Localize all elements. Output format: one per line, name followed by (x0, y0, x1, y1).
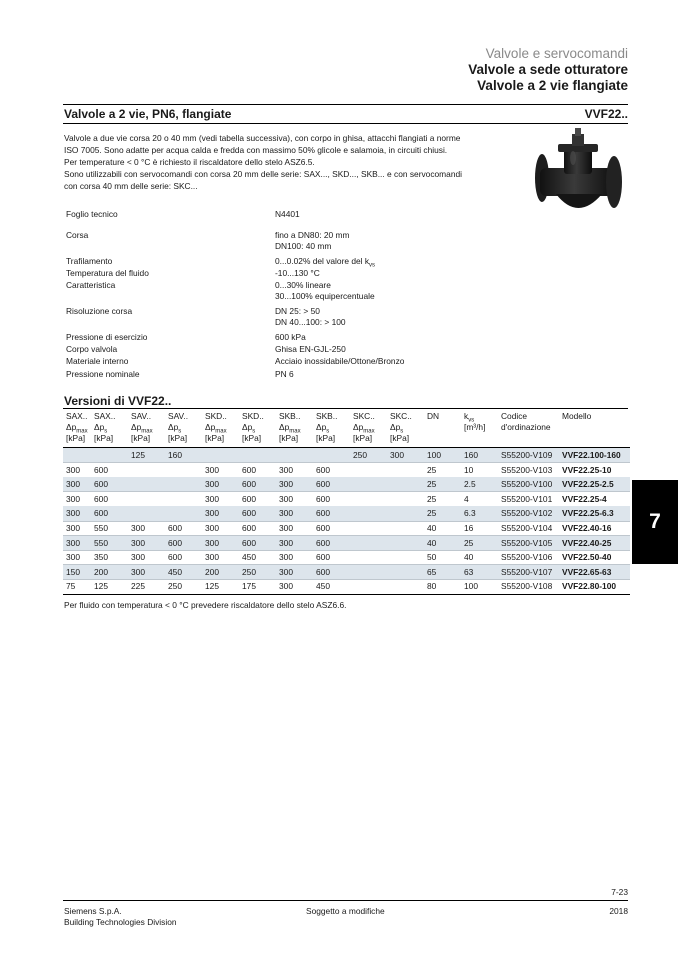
spec-label: Materiale interno (66, 356, 129, 366)
table-cell: 4 (464, 493, 469, 504)
header-subscript: max (363, 428, 375, 435)
model-cell: VVF22.25-4 (562, 493, 607, 504)
column-header: SKD.. (205, 411, 227, 421)
table-cell: 300 (205, 464, 219, 475)
table-cell: 300 (279, 581, 293, 592)
spec-value-text: 0...0.02% del valore del k (275, 256, 370, 266)
table-cell: 100 (427, 450, 441, 460)
order-code-cell: S55200-V108 (501, 581, 553, 592)
table-cell: 25 (427, 479, 437, 490)
table-cell: 300 (279, 537, 293, 548)
table-cell: 75 (66, 581, 76, 592)
spec-value: PN 6 (275, 369, 294, 379)
column-header: Modello (562, 411, 592, 421)
table-cell: 100 (464, 581, 478, 592)
header-subscript: s (104, 428, 108, 435)
table-cell: 2.5 (464, 479, 476, 490)
table-cell: 550 (94, 523, 108, 533)
table-cell: 300 (279, 552, 293, 563)
column-header: SKB.. (316, 411, 338, 421)
model-cell: VVF22.100-160 (562, 450, 621, 460)
table-cell: 65 (427, 566, 437, 577)
table-cell: 200 (94, 566, 108, 577)
table-cell: 600 (242, 479, 256, 490)
table-cell: 25 (464, 537, 474, 548)
table-cell: 600 (242, 523, 256, 533)
column-header-unit: [kPa] (168, 433, 188, 443)
header-subscript: max (215, 428, 227, 435)
table-cell: 16 (464, 523, 474, 533)
model-cell: VVF22.50-40 (562, 552, 612, 563)
header-subscript: s (178, 428, 182, 435)
intro-line: con corsa 40 mm delle serie: SKC... (64, 181, 198, 191)
table-cell: 250 (353, 450, 367, 460)
spec-label: Trafilamento (66, 256, 113, 266)
spec-label: Risoluzione corsa (66, 306, 133, 316)
table-footnote: Per fluido con temperatura < 0 °C prevedere riscaldatore dello stelo ASZ6.6. (64, 600, 347, 610)
table-cell: 600 (316, 479, 330, 490)
table-header-divider (63, 447, 630, 448)
table-cell: 125 (131, 450, 145, 460)
table-cell: 6.3 (464, 508, 476, 519)
spec-label: Pressione nominale (66, 369, 140, 379)
column-header-quantity (501, 422, 551, 433)
table-row (63, 565, 630, 580)
intro-line: Sono utilizzabili con servocomandi con corsa 20 mm delle serie: SAX..., SKD..., SKB... e con servocomandi (64, 169, 462, 179)
table-cell: 300 (279, 523, 293, 533)
order-code-cell: S55200-V100 (501, 479, 553, 490)
order-code-cell: S55200-V101 (501, 493, 553, 504)
table-row (63, 492, 630, 507)
header-product-group: Valvole a 2 vie flangiate (477, 78, 628, 93)
table-cell: 350 (94, 552, 108, 563)
table-cell: 600 (242, 537, 256, 548)
table-cell: 80 (427, 581, 437, 592)
table-cell: 125 (94, 581, 108, 592)
table-row (63, 506, 630, 521)
spec-value: DN100: 40 mm (275, 241, 332, 251)
spec-value: DN 25: > 50 (275, 306, 320, 316)
table-cell: 300 (205, 508, 219, 519)
footer-rule (63, 900, 628, 901)
header-symbol: Δp (168, 422, 179, 432)
intro-line: Per temperature < 0 °C è richiesto il riscaldatore dello stelo ASZ6.5. (64, 157, 315, 167)
table-cell: 63 (464, 566, 474, 577)
column-header: SKC.. (390, 411, 412, 421)
column-header-unit: [kPa] (390, 433, 410, 443)
column-header-unit: [kPa] (94, 433, 114, 443)
column-header-unit: [kPa] (131, 433, 151, 443)
order-code-cell: S55200-V102 (501, 508, 553, 519)
footer-company: Siemens S.p.A. (64, 906, 122, 916)
table-cell: 300 (66, 464, 80, 475)
page-number: 7-23 (611, 887, 628, 897)
model-cell: VVF22.25-2.5 (562, 479, 614, 490)
table-cell: 300 (205, 493, 219, 504)
column-header-unit: [kPa] (279, 433, 299, 443)
header-symbol: Δp (94, 422, 105, 432)
table-cell: 300 (131, 552, 145, 563)
header-symbol: Δp (242, 422, 253, 432)
table-cell: 450 (242, 552, 256, 563)
model-code: VVF22.. (584, 107, 628, 121)
spec-value-subscript: vs (369, 262, 376, 269)
table-cell: 300 (279, 464, 293, 475)
spec-value: 30...100% equipercentuale (275, 291, 375, 301)
header-symbol: k (464, 411, 469, 421)
table-cell: 600 (94, 508, 108, 519)
table-cell: 225 (131, 581, 145, 592)
header-symbol: Δp (390, 422, 401, 432)
table-cell: 600 (316, 566, 330, 577)
table-row (63, 521, 630, 536)
header-subscript: s (400, 428, 404, 435)
table-cell: 600 (316, 523, 330, 533)
model-cell: VVF22.25-10 (562, 464, 612, 475)
table-cell: 600 (242, 508, 256, 519)
order-code-cell: S55200-V105 (501, 537, 553, 548)
table-cell: 300 (205, 523, 219, 533)
table-cell: 600 (316, 537, 330, 548)
header-symbol: Δp (205, 422, 216, 432)
model-cell: VVF22.65-63 (562, 566, 612, 577)
column-header: DN (427, 411, 440, 421)
valve-product-image (528, 128, 628, 228)
header-symbol: Δp (353, 422, 364, 432)
header-subscript: s (326, 428, 330, 435)
intro-line: ISO 7005. Sono adatte per acqua calda e fredda con massimo 50% glicole e salamoia, in circuiti chiusi. (64, 145, 448, 155)
table-cell: 600 (316, 464, 330, 475)
header-symbol: Δp (131, 422, 142, 432)
table-cell: 25 (427, 464, 437, 475)
order-code-cell: S55200-V107 (501, 566, 553, 577)
header-subscript: max (141, 428, 153, 435)
table-row (63, 550, 630, 565)
table-cell: 300 (390, 450, 404, 460)
table-row (63, 448, 630, 463)
order-code-cell: S55200-V104 (501, 523, 553, 533)
footer-division: Building Technologies Division (64, 917, 177, 927)
column-header: SAX.. (94, 411, 116, 421)
table-cell: 300 (205, 479, 219, 490)
table-cell: 25 (427, 493, 437, 504)
versions-rule (63, 408, 628, 409)
spec-label: Caratteristica (66, 280, 116, 290)
spec-label: Foglio tecnico (66, 209, 118, 219)
table-cell: 200 (205, 566, 219, 577)
table-cell: 40 (427, 523, 437, 533)
table-cell: 175 (242, 581, 256, 592)
order-code-cell: S55200-V106 (501, 552, 553, 563)
column-header: SAV.. (131, 411, 152, 421)
model-cell: VVF22.80-100 (562, 581, 617, 592)
spec-value: -10...130 °C (275, 268, 320, 278)
header-symbol: Δp (316, 422, 327, 432)
spec-value: 600 kPa (275, 332, 306, 342)
table-cell: 450 (168, 566, 182, 577)
table-cell: 600 (94, 464, 108, 475)
section-rule-bottom (63, 123, 628, 124)
order-code-cell: S55200-V103 (501, 464, 553, 475)
table-cell: 300 (131, 566, 145, 577)
table-cell: 300 (66, 493, 80, 504)
table-cell: 160 (464, 450, 478, 460)
table-cell: 300 (279, 566, 293, 577)
column-header: SAX.. (66, 411, 88, 421)
column-header-unit: [kPa] (205, 433, 225, 443)
table-row (63, 477, 630, 492)
table-row (63, 579, 630, 594)
model-cell: VVF22.40-25 (562, 537, 612, 548)
table-cell: 550 (94, 537, 108, 548)
table-cell: 300 (66, 508, 80, 519)
table-cell: 600 (316, 508, 330, 519)
table-cell: 300 (279, 493, 293, 504)
table-cell: 300 (66, 552, 80, 563)
table-cell: 600 (168, 537, 182, 548)
spec-value: fino a DN80: 20 mm (275, 230, 350, 240)
table-bottom-rule (63, 594, 630, 595)
column-header: SKC.. (353, 411, 375, 421)
column-header: SKB.. (279, 411, 301, 421)
table-cell: 600 (242, 493, 256, 504)
table-cell: 300 (279, 479, 293, 490)
spec-label: Pressione di esercizio (66, 332, 148, 342)
table-cell: 250 (168, 581, 182, 592)
table-cell: 10 (464, 464, 474, 475)
table-cell: 160 (168, 450, 182, 460)
model-cell: VVF22.40-16 (562, 523, 612, 533)
column-header: SAV.. (168, 411, 189, 421)
table-cell: 450 (316, 581, 330, 592)
table-cell: 125 (205, 581, 219, 592)
spec-label: Corpo valvola (66, 344, 118, 354)
header-subscript: s (252, 428, 256, 435)
header-category: Valvole e servocomandi (485, 46, 628, 61)
table-cell: 250 (242, 566, 256, 577)
table-cell: 300 (131, 537, 145, 548)
spec-label: Temperatura del fluido (66, 268, 149, 278)
versions-title: Versioni di VVF22.. (64, 394, 172, 408)
table-cell: 600 (168, 552, 182, 563)
table-cell: 600 (242, 464, 256, 475)
table-cell: 300 (66, 479, 80, 490)
intro-line: Valvole a due vie corsa 20 o 40 mm (vedi tabella successiva), con corpo in ghisa, attacchi flangiati a norme (64, 133, 461, 143)
footer-year: 2018 (609, 906, 628, 916)
table-cell: 300 (131, 523, 145, 533)
table-cell: 300 (66, 537, 80, 548)
table-cell: 50 (427, 552, 437, 563)
spec-value: DN 40...100: > 100 (275, 317, 346, 327)
table-cell: 600 (168, 523, 182, 533)
table-row (63, 536, 630, 551)
spec-value: Ghisa EN-GJL-250 (275, 344, 346, 354)
column-header: SKD.. (242, 411, 264, 421)
header-symbol: Δp (279, 422, 290, 432)
section-rule (63, 104, 628, 105)
table-row (63, 463, 630, 478)
model-cell: VVF22.25-6.3 (562, 508, 614, 519)
table-cell: 600 (316, 552, 330, 563)
header-subscript: max (289, 428, 301, 435)
table-cell: 600 (94, 493, 108, 504)
section-title: Valvole a 2 vie, PN6, flangiate (64, 107, 232, 121)
column-header-unit: [kPa] (66, 433, 86, 443)
spec-label: Corsa (66, 230, 89, 240)
column-header: Codice (501, 411, 528, 421)
table-cell: 600 (94, 479, 108, 490)
table-cell: 300 (205, 537, 219, 548)
table-cell: 40 (464, 552, 474, 563)
header-subscript: vs (468, 417, 475, 424)
spec-value: N4401 (275, 209, 300, 219)
intro-text (64, 132, 504, 192)
table-cell: 25 (427, 508, 437, 519)
spec-value: 0...30% lineare (275, 280, 331, 290)
table-cell: 40 (427, 537, 437, 548)
chapter-tab: 7 (632, 480, 678, 564)
header-subscript: max (76, 428, 88, 435)
spec-value: Acciaio inossidabile/Ottone/Bronzo (275, 356, 405, 366)
column-header-unit: [m³/h] (464, 422, 486, 432)
column-header-unit: [kPa] (316, 433, 336, 443)
table-cell: 600 (316, 493, 330, 504)
table-cell: 150 (66, 566, 80, 577)
header-symbol: Δp (66, 422, 77, 432)
table-cell: 300 (279, 508, 293, 519)
order-code-cell: S55200-V109 (501, 450, 553, 460)
table-cell: 300 (205, 552, 219, 563)
footer-notice: Soggetto a modifiche (306, 906, 385, 916)
column-header-unit: [kPa] (242, 433, 262, 443)
column-header-unit: [kPa] (353, 433, 373, 443)
header-subcategory: Valvole a sede otturatore (468, 62, 628, 77)
table-cell: 300 (66, 523, 80, 533)
header-symbol: d'ordinazione (501, 422, 551, 432)
